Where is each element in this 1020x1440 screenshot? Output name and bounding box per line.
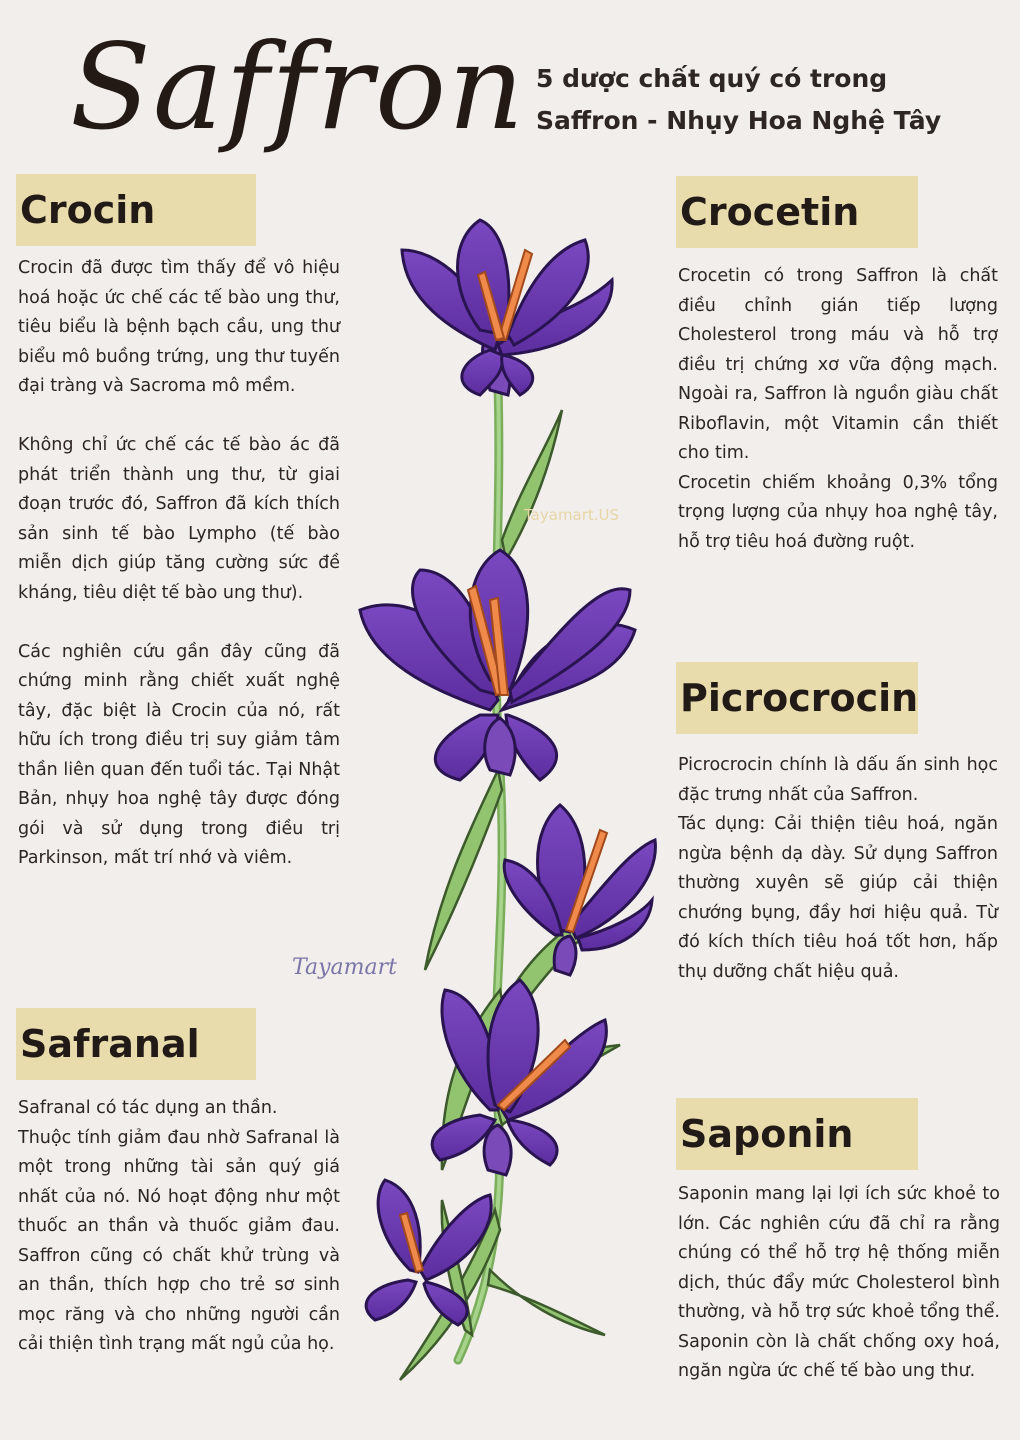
page-title: Saffron [70,18,526,156]
subtitle-line-2: Saffron - Nhụy Hoa Nghệ Tây [536,106,942,135]
leaf-7 [488,1270,605,1335]
picrocrocin-paragraph-1: Picrocrocin chính là dấu ấn sinh học đặc trưng nhất của Saffron. [678,755,998,805]
heading-saponin [676,1098,918,1170]
subtitle-line-1: 5 dược chất quý có trong [536,64,888,93]
page-subtitle [536,58,976,142]
crocin-paragraph-2: Không chỉ ức chế các tế bào ác đã phát triển thành ung thư, từ giai đoạn trước đó, Saffron đã kích thích sản sinh tế bào Lympho (tế bào miễn dịch giúp tăng cường sức đề kháng, tiêu diệt tế bào ung thư). [18,435,340,603]
heading-picrocrocin [676,662,918,734]
flower-lower-petal-5 [508,1120,557,1165]
flower-right-small [504,805,655,975]
saffron-flower-illustration [330,210,680,1410]
heading-crocetin [676,176,918,248]
crocetin-paragraph-1: Crocetin có trong Saffron là chất điều chỉnh gián tiếp lượng Cholesterol trong máu và hỗ trợ điều trị chứng xơ vữa động mạch. Ngoài ra, Saffron là nguồn giàu chất Riboflavin, một Vitamin cần thiết cho tim. [678,266,998,463]
heading-crocin-label: Crocin [20,188,156,232]
safranal-paragraph-2: Thuộc tính giảm đau nhờ Safranal là một trong những tài sản quý giá nhất của nó. Nó hoạt động như một thuốc an thần và thuốc giảm đau. Saffron cũng có chất khử trùng và an thần, thích hợp cho trẻ sơ sinh mọc răng và cho những người cần cải thiện tình trạng mất ngủ của họ. [18,1127,340,1354]
heading-saponin-label: Saponin [680,1112,854,1156]
flower-bottom-small [366,1180,491,1325]
saponin-paragraph-1: Saponin mang lại lợi ích sức khoẻ to lớn. Các nghiên cứu đã chỉ ra rằng chúng có thể hỗ trợ hệ thống miễn dịch, thúc đẩy mức Cholesterol bình thường, và hỗ trợ sức khoẻ tổng thể. Saponin còn là chất chống oxy hoá, ngăn ngừa ức chế tế bào ung thư. [678,1184,1000,1381]
flower-middle [360,550,635,780]
crocetin-paragraph-2: Crocetin chiếm khoảng 0,3% tổng trọng lượng của nhụy hoa nghệ tây, hỗ trợ tiêu hoá đường ruột. [678,472,998,552]
crocin-paragraph-1: Crocin đã được tìm thấy để vô hiệu hoá hoặc ức chế các tế bào ung thư, tiêu biểu là bệnh bạch cầu, ung thư biểu mô buồng trứng, ung thư tuyến đại tràng và Sacroma mô mềm. [18,258,340,396]
heading-safranal [16,1008,256,1080]
heading-picrocrocin-label: Picrocrocin [680,676,919,720]
leaf-2 [425,770,502,970]
flower-bottom-small-petal-3 [366,1280,416,1320]
picrocrocin-paragraph-2: Tác dụng: Cải thiện tiêu hoá, ngăn ngừa bệnh dạ dày. Sử dụng Saffron thường xuyên sẽ giúp cải thiện chướng bụng, đầy hơi hiệu quả. Từ đó kích thích tiêu hoá tốt hơn, hấp thụ dưỡng chất hiệu quả. [678,814,998,982]
signature-logo: Tayamart [292,955,397,980]
flower-top [402,220,612,395]
crocin-text [18,254,340,874]
leaf-1 [502,410,562,560]
watermark: Tayamart.US [524,506,620,524]
flower-lower-sepal [484,1125,511,1175]
safranal-text [18,1094,340,1360]
heading-crocetin-label: Crocetin [680,190,860,234]
picrocrocin-text [678,751,998,987]
saponin-text [678,1180,1000,1387]
crocin-paragraph-3: Các nghiên cứu gần đây cũng đã chứng minh rằng chiết xuất nghệ tây, đặc biệt là Crocin của nó, rất hữu ích trong điều trị suy giảm tâm thần liên quan đến tuổi tác. Tại Nhật Bản, nhụy hoa nghệ tây được đóng gói và sử dụng trong điều trị Parkinson, mất trí nhớ và viêm. [18,641,340,868]
safranal-paragraph-1: Safranal có tác dụng an thần. [18,1098,278,1118]
heading-safranal-label: Safranal [20,1022,200,1066]
crocetin-text [678,262,998,557]
heading-crocin [16,174,256,246]
